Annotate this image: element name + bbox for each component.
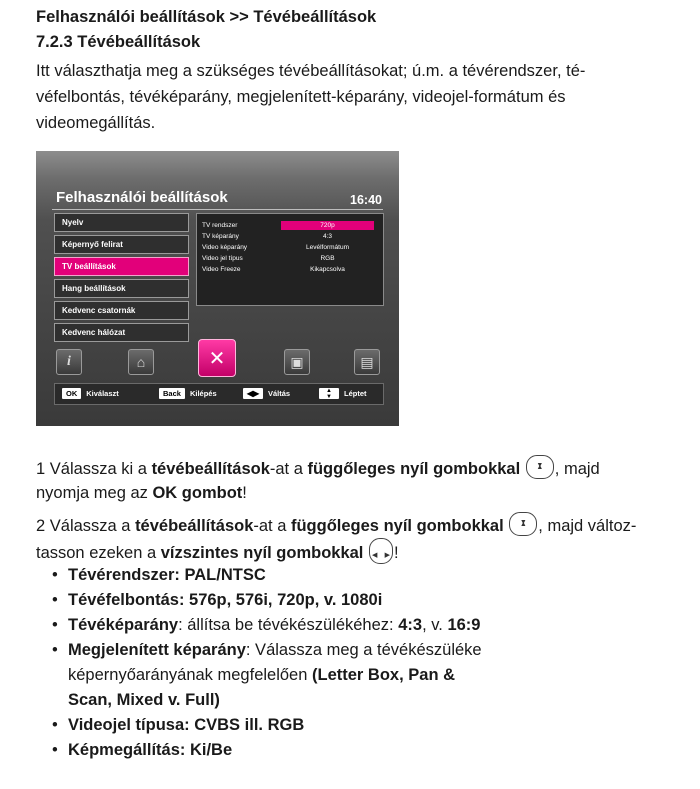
text: 1 Válassza ki a — [36, 460, 152, 478]
legend-step — [319, 388, 367, 399]
menu-item-sound-settings[interactable]: Hang beállítások — [54, 279, 189, 298]
ok-label: Kiválaszt — [86, 389, 119, 398]
text: nyomja meg az — [36, 484, 153, 502]
text: ! — [393, 544, 399, 562]
bold-text: Tévéfelbontás: 576p, 576i, 720p, v. 1080i — [68, 591, 383, 609]
step-2 — [36, 512, 666, 565]
screen-title: Felhasználói beállítások — [56, 189, 228, 206]
intro-paragraph — [36, 58, 636, 136]
bold-text: függőleges nyíl gombokkal — [307, 460, 521, 478]
lock-icon[interactable]: ▣ — [284, 349, 310, 375]
setting-value: 4:3 — [322, 233, 333, 240]
setting-row-video-freeze[interactable] — [197, 264, 383, 275]
bold-text: Megjelenített képarány — [68, 641, 246, 659]
intro-line: videomegállítás. — [36, 114, 156, 132]
setting-label: TV képarány — [202, 233, 239, 240]
text: 2 Válassza a — [36, 517, 136, 535]
setting-row-aspect-ratio[interactable] — [197, 231, 383, 242]
text: -at a — [253, 517, 291, 535]
section-title: 7.2.3 Tévébeállítások — [36, 33, 201, 51]
bold-text: Scan, Mixed v. Full) — [68, 691, 220, 709]
bold-text: 4:3 — [398, 616, 423, 634]
up-down-arrows-icon: ▲ ▼ — [319, 388, 339, 399]
card-icon[interactable]: ▤ — [354, 349, 380, 375]
menu-item-favorite-network[interactable]: Kedvenc hálózat — [54, 323, 189, 342]
bold-text: vízszintes nyíl gombokkal — [160, 544, 364, 562]
list-item — [52, 588, 652, 613]
title-divider — [52, 209, 383, 210]
tv-screenshot — [36, 151, 399, 426]
legend-back — [159, 388, 217, 399]
category-icon-bar — [54, 339, 382, 377]
bold-text: (Letter Box, Pan & — [312, 666, 456, 684]
info-icon[interactable]: i — [56, 349, 82, 375]
bold-text: tévébeállítások — [135, 517, 254, 535]
setting-row-tv-system[interactable] — [197, 220, 383, 231]
setting-label: Video jel típus — [202, 255, 243, 262]
intro-line: Itt választhatja meg a szükséges tévébeállításokat; ú.m. a tévérendszer, té- — [36, 62, 586, 80]
text: képernyőarányának megfelelően — [68, 666, 312, 684]
bold-text: 16:9 — [447, 616, 481, 634]
text: tasson ezeken a — [36, 544, 161, 562]
tools-icon[interactable]: ✕ — [198, 339, 236, 377]
bold-text: OK gombot — [152, 484, 243, 502]
intro-line: véfelbontás, tévéképarány, megjelenített-képarány, videojel-formátum és — [36, 88, 566, 106]
setting-label: TV rendszer — [202, 222, 238, 229]
setting-value: Levélformátum — [306, 244, 349, 251]
screen-clock: 16:40 — [350, 193, 382, 207]
tv-settings-panel — [196, 213, 384, 306]
setting-value: 720p — [281, 221, 374, 230]
list-item — [52, 713, 652, 738]
setting-row-video-aspect[interactable] — [197, 242, 383, 253]
list-item — [52, 613, 652, 638]
bold-text: függőleges nyíl gombokkal — [290, 517, 504, 535]
setting-label: Video képarány — [202, 244, 248, 251]
settings-bullet-list — [52, 563, 652, 763]
bold-text: Képmegállítás: Ki/Be — [68, 741, 233, 759]
settings-menu — [54, 213, 189, 345]
list-item — [52, 738, 652, 763]
bold-text: Tévérendszer: PAL/NTSC — [68, 566, 266, 584]
back-key: Back — [159, 388, 185, 399]
step-1 — [36, 455, 666, 505]
bold-text: Tévéképarány — [68, 616, 179, 634]
vertical-arrows-icon — [526, 455, 554, 479]
text: : Válassza meg a tévékészüléke — [245, 641, 482, 659]
text: , v. — [422, 616, 448, 634]
channel-settings-icon[interactable]: ⌂ — [128, 349, 154, 375]
bold-text: tévébeállítások — [151, 460, 270, 478]
vertical-arrows-icon — [509, 512, 537, 536]
text: -at a — [269, 460, 308, 478]
bold-text: Videojel típusa: CVBS ill. RGB — [68, 716, 305, 734]
text: : állítsa be tévékészülékéhez: — [178, 616, 399, 634]
setting-label: Video Freeze — [202, 266, 241, 273]
menu-item-language[interactable]: Nyelv — [54, 213, 189, 232]
list-item — [52, 638, 652, 713]
setting-value: RGB — [320, 255, 335, 262]
breadcrumb: Felhasználói beállítások >> Tévébeállítások — [36, 8, 377, 26]
left-right-arrows-icon: ◀▶ — [243, 388, 263, 399]
legend-ok — [62, 388, 119, 399]
switch-label: Váltás — [268, 389, 291, 398]
key-legend — [54, 383, 384, 405]
menu-item-favorite-channels[interactable]: Kedvenc csatornák — [54, 301, 189, 320]
text: , majd — [554, 460, 600, 478]
horizontal-arrows-icon — [369, 538, 393, 564]
ok-key: OK — [62, 388, 81, 399]
text: ! — [242, 484, 247, 502]
step-label: Léptet — [344, 389, 367, 398]
text: , majd változ- — [538, 517, 637, 535]
back-label: Kilépés — [189, 389, 217, 398]
menu-item-subtitles[interactable]: Képernyő felirat — [54, 235, 189, 254]
legend-switch — [243, 388, 290, 399]
list-item — [52, 563, 652, 588]
setting-row-video-signal[interactable] — [197, 253, 383, 264]
setting-value: Kikapcsolva — [310, 266, 345, 273]
menu-item-tv-settings[interactable]: TV beállítások — [54, 257, 189, 276]
